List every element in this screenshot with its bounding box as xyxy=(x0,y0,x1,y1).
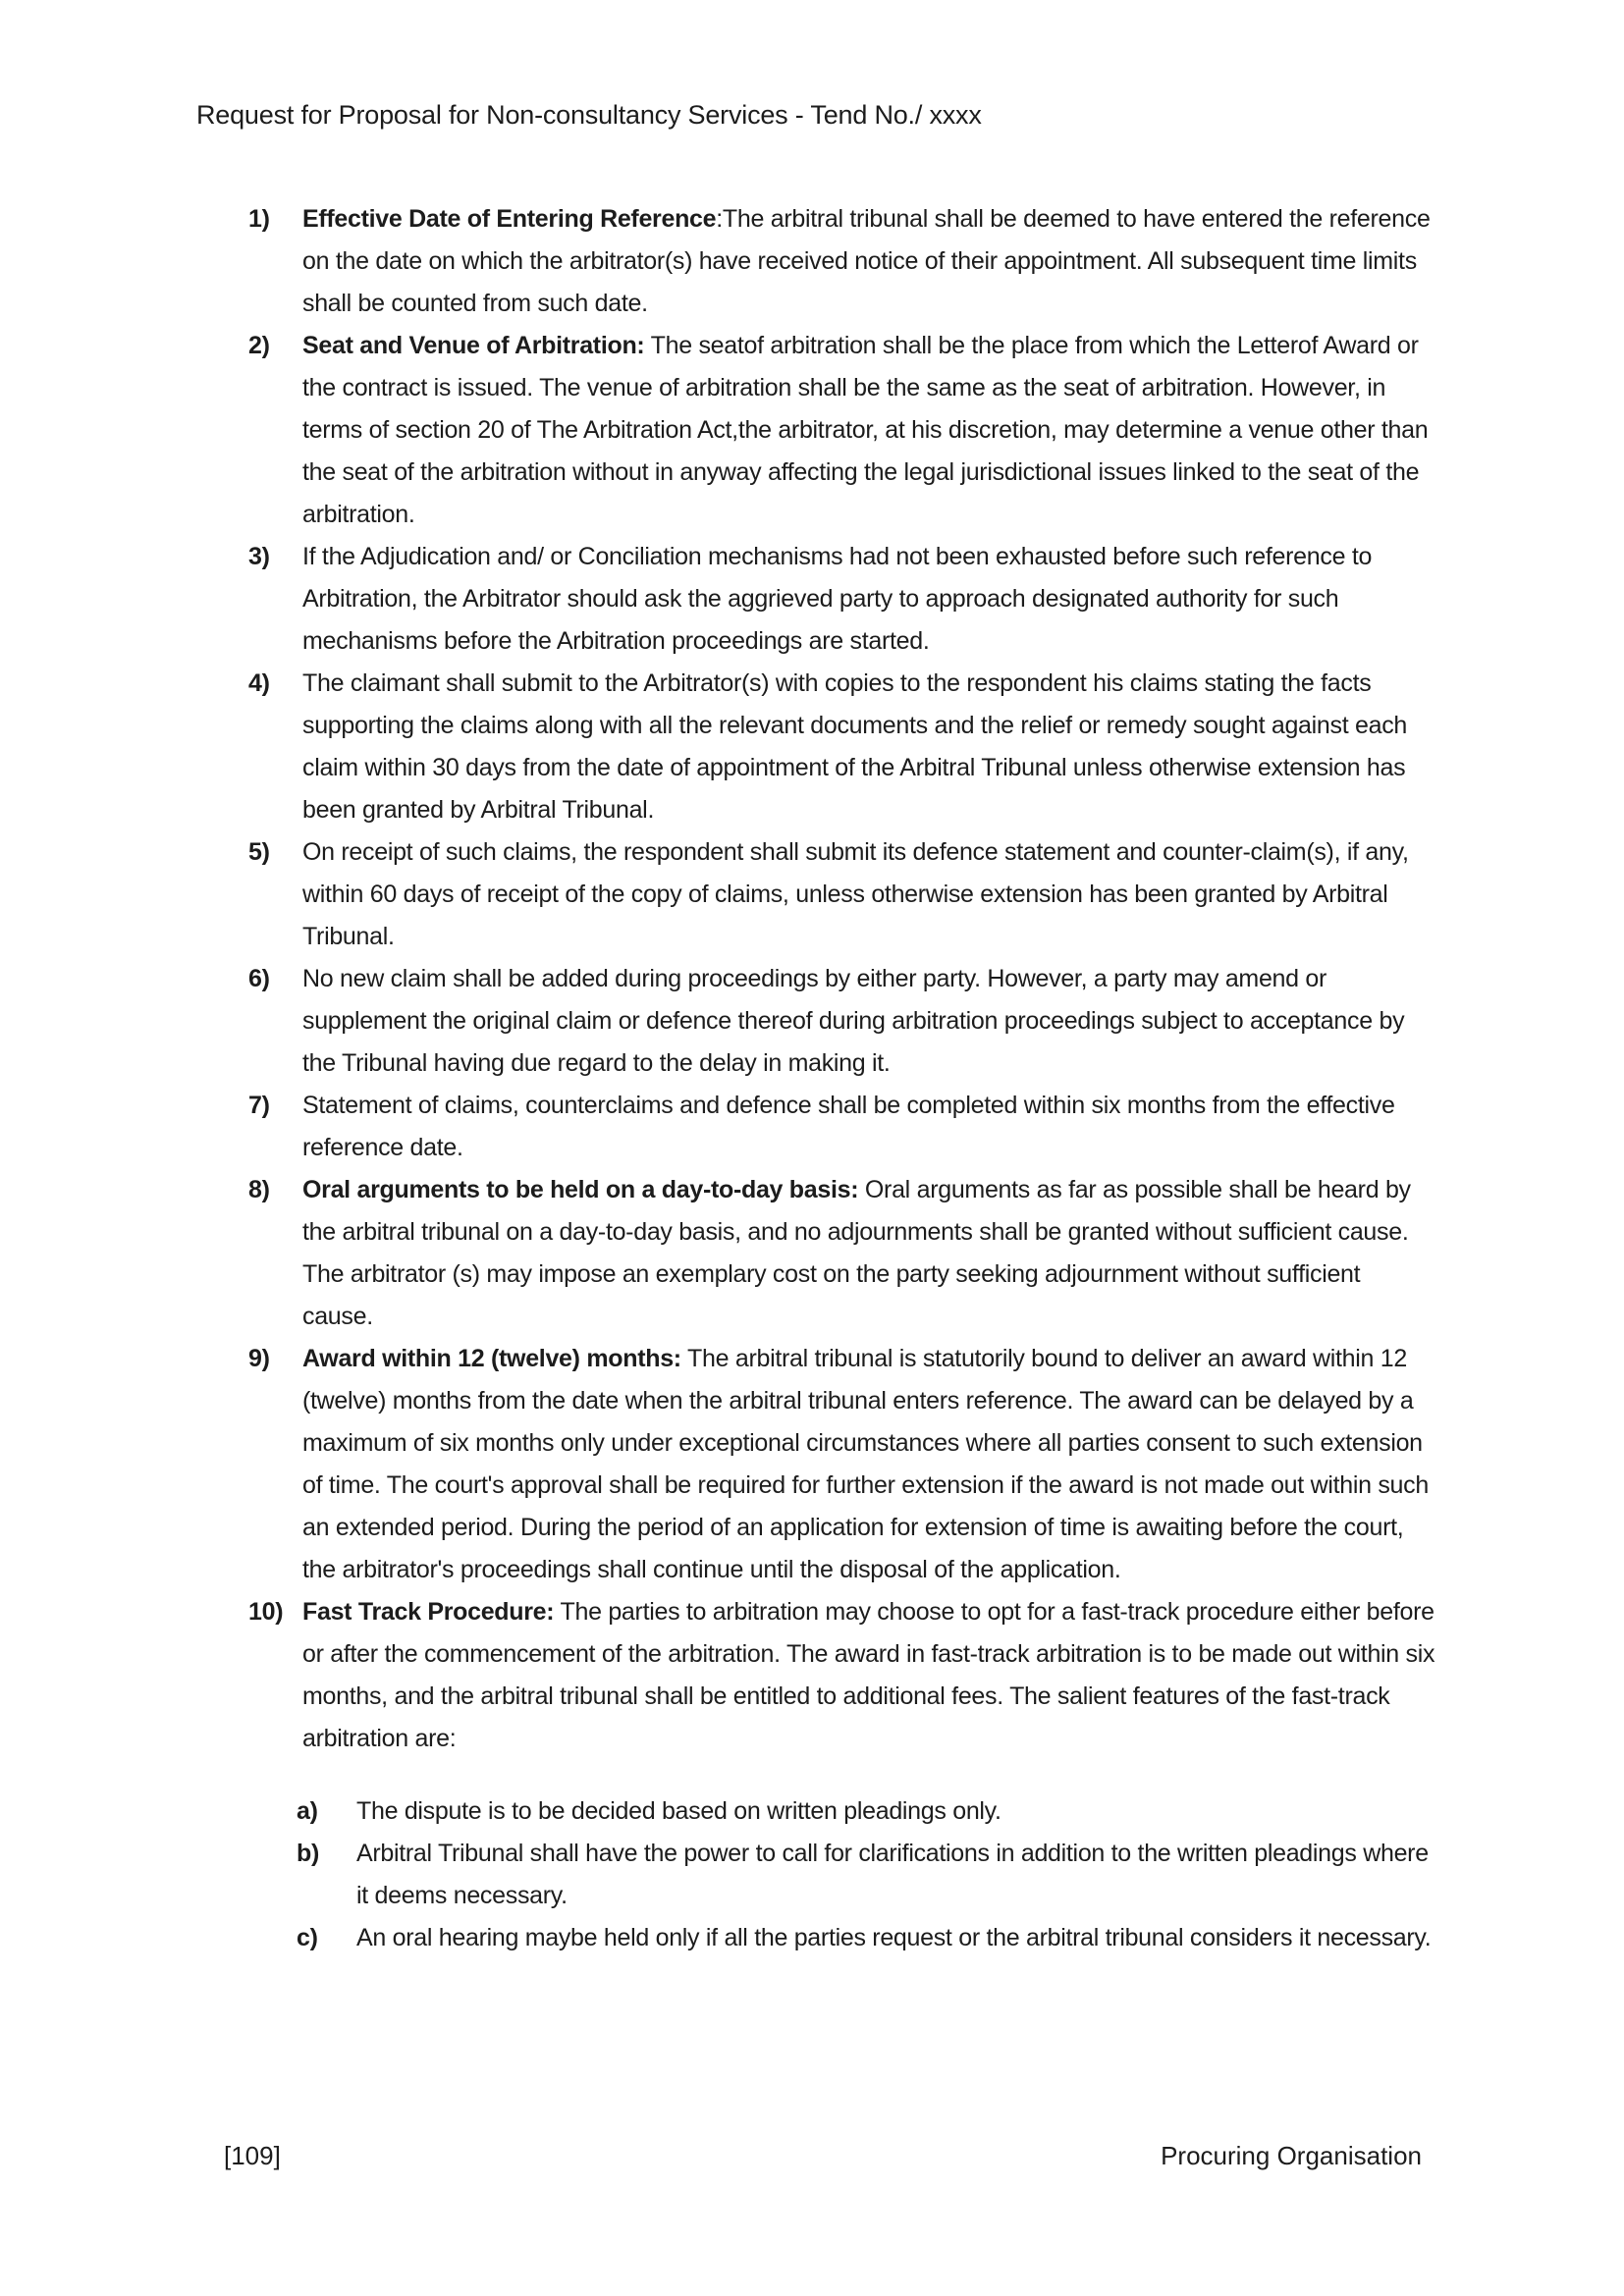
item-number: 2) xyxy=(248,332,270,359)
sublist-item xyxy=(297,1790,1436,1833)
item-text xyxy=(302,1591,1436,1760)
item-body: If the Adjudication and/ or Conciliation mechanisms had not been exhausted before such reference to Arbitration, the Arbitrator should ask the aggrieved party to approach designated authority for such mechanisms before the Arbitration proceedings are started. xyxy=(302,543,1373,655)
subitem-letter: a) xyxy=(297,1797,318,1825)
subitem-text: An oral hearing maybe held only if all the parties request or the arbitral tribunal considers it necessary. xyxy=(356,1924,1432,1951)
item-body: Oral arguments as far as possible shall be heard by the arbitral tribunal on a day-to-day basis, and no adjournments shall be granted without sufficient cause. The arbitrator (s) may impose an exemplary cost on the party seeking adjournment without sufficient cause. xyxy=(302,1176,1411,1330)
item-number: 3) xyxy=(248,543,270,570)
footer-organisation-label: Procuring Organisation xyxy=(1161,2141,1422,2170)
sublist-item xyxy=(297,1833,1436,1917)
item-number: 4) xyxy=(248,669,270,697)
item-lead: Effective Date of Entering Reference xyxy=(302,205,717,233)
list-item xyxy=(248,663,1436,831)
subitem-letter: c) xyxy=(297,1924,318,1951)
item-text xyxy=(302,1085,1436,1169)
item-lead: Seat and Venue of Arbitration: xyxy=(302,332,645,359)
item-lead: Award within 12 (twelve) months: xyxy=(302,1345,681,1372)
clause-list xyxy=(248,198,1436,1959)
item-text xyxy=(302,663,1436,831)
item-body: The arbitral tribunal is statutorily bound to deliver an award within 12 (twelve) months from the date when the arbitral tribunal enters reference. The award can be delayed by a maximum of six months only under exceptional circumstances where all parties consent to such extension of time. The court's approval shall be required for further extension if the award is not made out within such an extended period. During the period of an application for extension of time is awaiting before the court, the arbitrator's proceedings shall continue until the disposal of the application. xyxy=(302,1345,1429,1583)
item-body: :The arbitral tribunal shall be deemed to have entered the reference on the date on which the arbitrator(s) have received notice of their appointment. All subsequent time limits shall be counted from such date. xyxy=(302,205,1431,317)
item-number: 10) xyxy=(248,1598,284,1626)
item-number: 8) xyxy=(248,1176,270,1203)
item-body: The seatof arbitration shall be the place from which the Letterof Award or the contract is issued. The venue of arbitration shall be the same as the seat of arbitration. However, in terms of section 20 of The Arbitration Act,the arbitrator, at his discretion, may determine a venue other than the seat of the arbitration without in anyway affecting the legal jurisdictional issues linked to the seat of the arbitration. xyxy=(302,332,1429,528)
sublist-item xyxy=(297,1917,1436,1959)
item-number: 7) xyxy=(248,1092,270,1119)
item-body: The claimant shall submit to the Arbitrator(s) with copies to the respondent his claims stating the facts supporting the claims along with all the relevant documents and the relief or remedy sought against each claim within 30 days from the date of appointment of the Arbitral Tribunal unless otherwise extension has been granted by Arbitral Tribunal. xyxy=(302,669,1408,824)
footer-page-number: [109] xyxy=(224,2141,281,2170)
list-item xyxy=(248,536,1436,663)
list-item xyxy=(248,1085,1436,1169)
list-item xyxy=(248,1338,1436,1591)
list-item xyxy=(248,325,1436,536)
item-text xyxy=(302,831,1436,958)
item-text xyxy=(302,958,1436,1085)
item-body: No new claim shall be added during proceedings by either party. However, a party may amend or supplement the original claim or defence thereof during arbitration proceedings subject to acceptance by the Tribunal having due regard to the delay in making it. xyxy=(302,965,1405,1077)
item-number: 5) xyxy=(248,838,270,866)
page-header-title: Request for Proposal for Non-consultancy Services - Tend No./ xxxx xyxy=(196,100,982,130)
item-body: On receipt of such claims, the respondent shall submit its defence statement and counter-claim(s), if any, within 60 days of receipt of the copy of claims, unless otherwise extension has been granted by Arbitral Tribunal. xyxy=(302,838,1409,950)
item-number: 9) xyxy=(248,1345,270,1372)
item-number: 1) xyxy=(248,205,270,233)
fast-track-sublist xyxy=(297,1790,1436,1959)
list-item xyxy=(248,1169,1436,1338)
item-lead: Oral arguments to be held on a day-to-day basis: xyxy=(302,1176,859,1203)
item-number: 6) xyxy=(248,965,270,992)
subitem-letter: b) xyxy=(297,1840,319,1867)
item-body: Statement of claims, counterclaims and defence shall be completed within six months from the effective reference date. xyxy=(302,1092,1395,1161)
item-body: The parties to arbitration may choose to opt for a fast-track procedure either before or after the commencement of the arbitration. The award in fast-track arbitration is to be made out within six months, and the arbitral tribunal shall be entitled to additional fees. The salient features of the fast-track arbitration are: xyxy=(302,1598,1435,1752)
list-item xyxy=(248,1591,1436,1760)
subitem-text: Arbitral Tribunal shall have the power to call for clarifications in addition to the written pleadings where it deems necessary. xyxy=(356,1840,1429,1909)
list-item xyxy=(248,198,1436,325)
list-item xyxy=(248,958,1436,1085)
item-text xyxy=(302,198,1436,325)
list-item xyxy=(248,831,1436,958)
item-lead: Fast Track Procedure: xyxy=(302,1598,555,1626)
subitem-text: The dispute is to be decided based on written pleadings only. xyxy=(356,1797,1001,1825)
item-text xyxy=(302,1169,1436,1338)
item-text xyxy=(302,536,1436,663)
item-text xyxy=(302,1338,1436,1591)
item-text xyxy=(302,325,1436,536)
